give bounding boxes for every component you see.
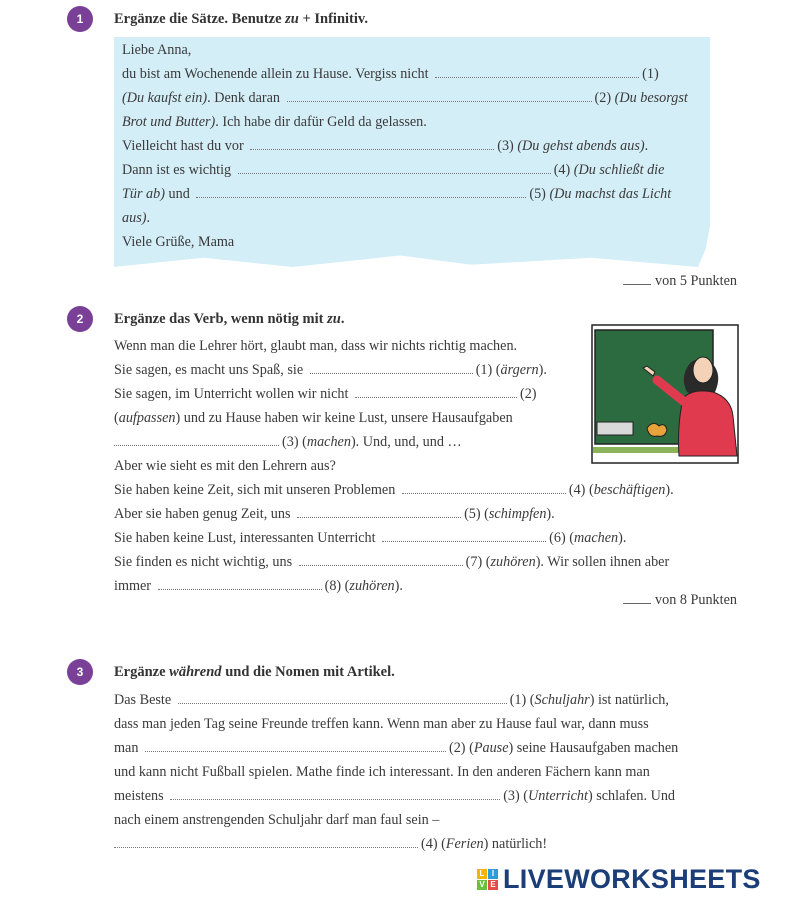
letter-line-9 (122, 234, 234, 251)
body-text: ). (546, 506, 555, 522)
exercise-2-heading (114, 311, 344, 328)
logo-letter: E (488, 880, 498, 890)
blank-number: (3) ( (503, 788, 529, 804)
body-text: dass man jeden Tag seine Freunde treffen kann. Wenn man aber zu Hause faul war, dann muss (114, 716, 649, 732)
hint-text: Brot und Butter) (122, 114, 216, 130)
blank-number: (4) ( (568, 482, 594, 498)
text-line (114, 788, 675, 805)
body-text: Sie haben keine Lust, interessanten Unterricht (114, 530, 376, 546)
letter-text: Liebe Anna, (122, 42, 192, 58)
letter-line-7 (122, 186, 671, 203)
body-text: man (114, 740, 139, 756)
blank-number: (1) ( (475, 362, 501, 378)
text-line (114, 410, 513, 427)
blank-number: (7) ( (465, 554, 491, 570)
heading-emphasis: während (169, 664, 222, 680)
hint-text: (Du machst das Licht (549, 186, 672, 202)
body-text: Sie finden es nicht wichtig, uns (114, 554, 293, 570)
letter-line-8 (122, 210, 150, 227)
text-line (114, 836, 547, 853)
logo-letter: V (477, 880, 487, 890)
body-text: und kann nicht Fußball spielen. Mathe finde ich interessant. In den anderen Fächern kann man (114, 764, 650, 780)
hint-text: zuhören (349, 578, 395, 594)
blank-number: (6) ( (549, 530, 574, 546)
answer-blank-3-1[interactable] (178, 693, 507, 704)
hint-text: (Du gehst abends aus) (517, 138, 645, 154)
answer-blank-3-4[interactable] (114, 837, 418, 848)
hint-text: schimpfen (488, 506, 547, 522)
hint-text: machen (306, 434, 351, 450)
letter-text: Viele Grüße, Mama (122, 234, 235, 250)
liveworksheets-logo[interactable] (477, 862, 777, 898)
text-line (114, 716, 649, 733)
answer-blank-2-1[interactable] (310, 363, 473, 374)
answer-blank-2-7[interactable] (299, 555, 463, 566)
answer-blank-2-3[interactable] (114, 435, 279, 446)
heading-text: + Infinitiv. (298, 11, 368, 27)
letter-text: . (644, 138, 649, 154)
heading-text: Ergänze die Sätze. Benutze (114, 11, 286, 27)
text-line (114, 578, 403, 595)
body-text: Wenn man die Lehrer hört, glaubt man, dass wir nichts richtig machen. (114, 338, 518, 354)
heading-text: Ergänze (114, 664, 170, 680)
score-2 (623, 592, 737, 609)
letter-text: Vielleicht hast du vor (122, 138, 244, 154)
body-text: ) ist natürlich, (589, 692, 669, 708)
text-line (114, 362, 547, 379)
body-text: Das Beste (114, 692, 172, 708)
body-text: ). (538, 362, 547, 378)
body-text: Sie haben keine Zeit, sich mit unseren Problemen (114, 482, 396, 498)
body-text: Aber wie sieht es mit den Lehrern aus? (114, 458, 336, 474)
letter-text: du bist am Wochenende allein zu Hause. Vergiss nicht (122, 66, 429, 82)
answer-blank-2[interactable] (287, 91, 592, 102)
blank-number: (1) ( (509, 692, 535, 708)
exercise-number-1: 1 (67, 6, 93, 32)
hint-text: machen (573, 530, 619, 546)
heading-text: Ergänze das Verb, wenn nötig mit (114, 311, 328, 327)
hint-text: Tür ab) (122, 186, 165, 202)
text-line (114, 506, 555, 523)
body-text: Sie sagen, es macht uns Spaß, sie (114, 362, 304, 378)
body-text: ) natürlich! (483, 836, 548, 852)
hint-text: Schuljahr (534, 692, 590, 708)
text-line (114, 530, 626, 547)
exercise-number-3: 3 (67, 659, 93, 685)
body-text: nach einem anstrengenden Schuljahr darf man faul sein – (114, 812, 440, 828)
text-line (114, 692, 669, 709)
text-line (114, 458, 336, 475)
heading-text: und die Nomen mit Artikel. (221, 664, 395, 680)
body-text: ) und zu Hause haben wir keine Lust, unsere Hausaufgaben (175, 410, 513, 426)
answer-blank-2-4[interactable] (402, 483, 566, 494)
blank-number: (4) (553, 162, 571, 178)
score-blank (623, 593, 651, 604)
blank-number: (3) (497, 138, 514, 154)
text-line (114, 482, 674, 499)
blank-number: (1) (642, 66, 659, 82)
hint-text: aufpassen (118, 410, 176, 426)
letter-line-4 (122, 114, 427, 131)
hint-text: beschäftigen (593, 482, 666, 498)
blank-number: (8) ( (324, 578, 350, 594)
blank-number: (2) (519, 386, 537, 402)
body-text: ). Wir sollen ihnen aber (535, 554, 670, 570)
exercise-number-2: 2 (67, 306, 93, 332)
body-text: Aber sie haben genug Zeit, uns (114, 506, 291, 522)
logo-text: LIVEWORKSHEETS (503, 864, 761, 894)
body-text: meistens (114, 788, 164, 804)
answer-blank-2-6[interactable] (382, 531, 546, 542)
letter-line-3 (122, 90, 688, 107)
body-text: ). (665, 482, 674, 498)
body-text: ). (394, 578, 403, 594)
letter-text: . Denk daran (207, 90, 280, 106)
answer-blank-3-2[interactable] (145, 741, 446, 752)
logo-icon (477, 869, 499, 891)
score-label: von 8 Punkten (655, 592, 737, 608)
heading-text: . (340, 311, 345, 327)
letter-text: . (146, 210, 150, 226)
answer-blank-3[interactable] (250, 139, 494, 150)
blank-number: (5) (529, 186, 546, 202)
text-line (114, 434, 462, 451)
answer-blank-2-8[interactable] (158, 579, 322, 590)
text-line (114, 740, 678, 757)
hint-text: zuhören (490, 554, 536, 570)
score-label: von 5 Punkten (655, 273, 737, 289)
hint-text: Pause (473, 740, 509, 756)
body-text: Sie sagen, im Unterricht wollen wir nicht (114, 386, 349, 402)
blank-number: (3) ( (282, 434, 307, 450)
letter-line-2 (122, 66, 659, 83)
letter-text: und (164, 186, 190, 202)
teacher-illustration (591, 324, 739, 464)
letter-line-1 (122, 42, 191, 59)
exercise-3-heading (114, 664, 395, 681)
text-line (114, 338, 517, 355)
body-text: ) schlafen. Und (587, 788, 676, 804)
letter-line-6 (122, 162, 664, 179)
score-blank (623, 274, 651, 285)
answer-blank-5[interactable] (196, 187, 526, 198)
letter-line-5 (122, 138, 648, 155)
answer-blank-2-5[interactable] (297, 507, 461, 518)
text-line (114, 812, 439, 829)
logo-letter: I (488, 869, 498, 879)
body-text: immer (114, 578, 152, 594)
answer-blank-4[interactable] (238, 163, 551, 174)
hint-text: Ferien (445, 836, 484, 852)
blank-number: (5) ( (464, 506, 489, 522)
heading-emphasis: zu (285, 11, 299, 27)
answer-blank-3-3[interactable] (170, 789, 500, 800)
heading-emphasis: zu (327, 311, 341, 327)
hint-text: aus) (122, 210, 147, 226)
blank-number: (2) ( (448, 740, 474, 756)
letter-text: . Ich habe dir dafür Geld da gelassen. (215, 114, 427, 130)
answer-blank-1[interactable] (435, 67, 639, 78)
body-text: ). (618, 530, 627, 546)
score-1 (623, 273, 737, 290)
body-text: ). Und, und, und … (350, 434, 462, 450)
hint-text: (Du schließt die (573, 162, 665, 178)
blank-number: (2) (594, 90, 612, 106)
logo-letter: L (477, 869, 487, 879)
blank-number: (4) ( (421, 836, 446, 852)
answer-blank-2-2[interactable] (355, 387, 517, 398)
text-line (114, 386, 537, 403)
body-text: ) seine Hausaufgaben machen (508, 740, 679, 756)
hint-text: ärgern (500, 362, 539, 378)
hint-text: (Du kaufst ein) (122, 90, 208, 106)
text-line (114, 554, 669, 571)
hint-text: (Du besorgst (614, 90, 688, 106)
exercise-1-heading (114, 11, 368, 28)
letter-text: Dann ist es wichtig (122, 162, 232, 178)
text-line (114, 764, 650, 781)
body-text: ( (114, 410, 119, 426)
hint-text: Unterricht (528, 788, 588, 804)
